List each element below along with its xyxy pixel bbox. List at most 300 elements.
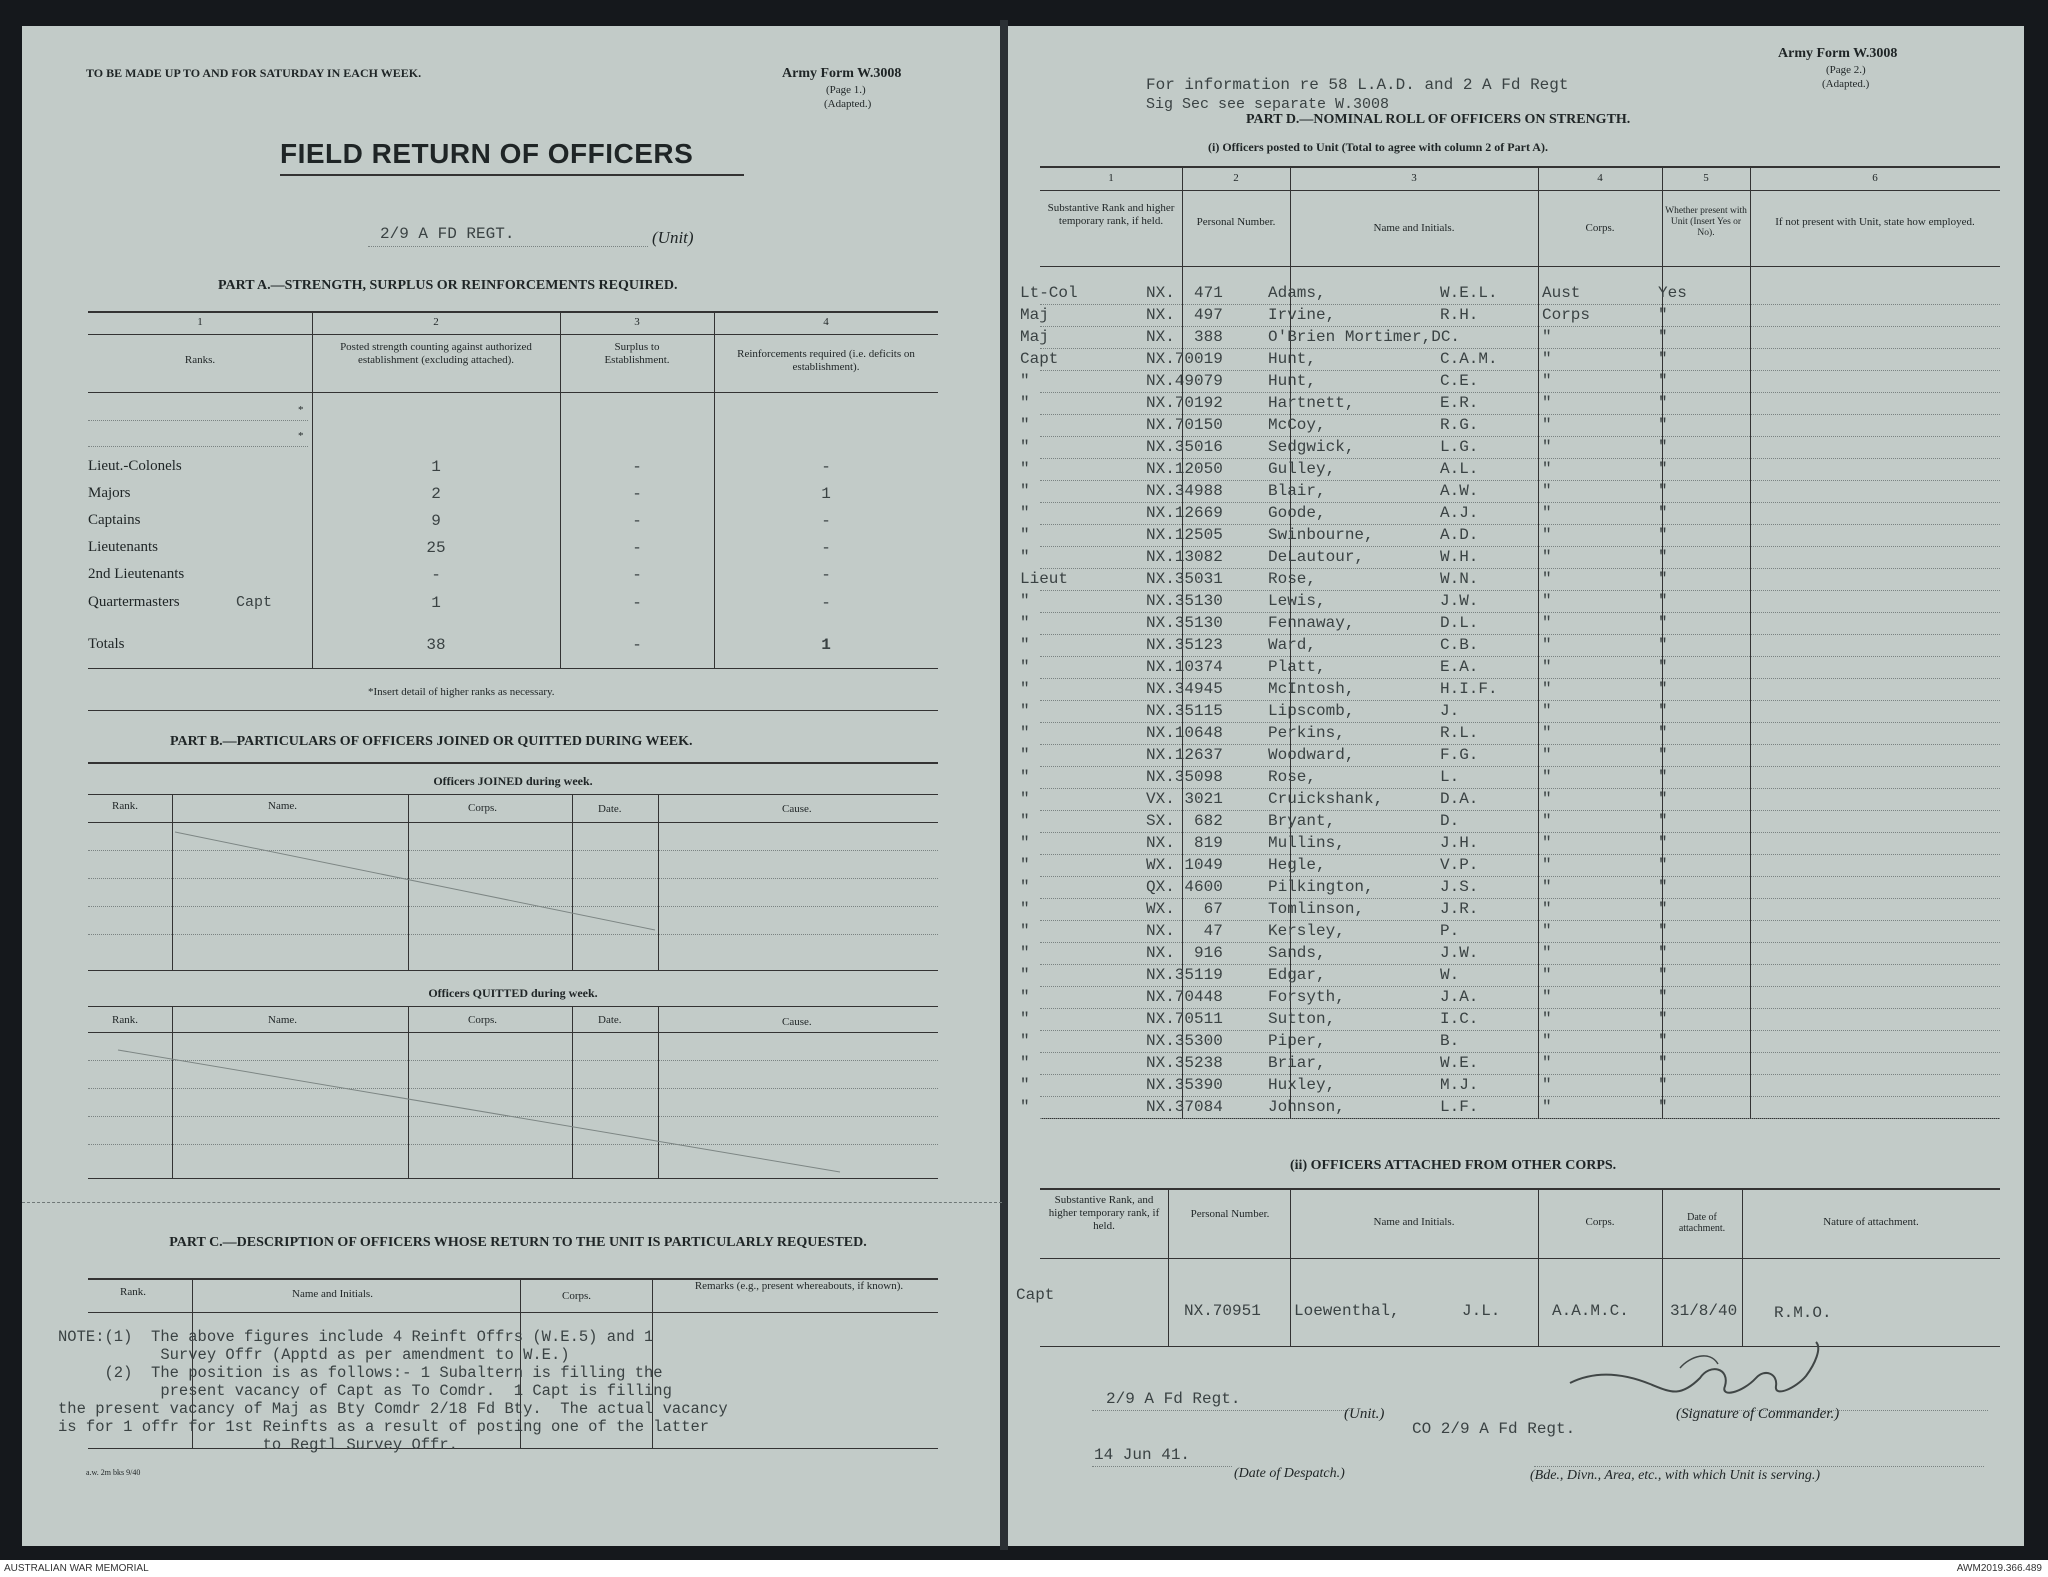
officer-initials: J.S.	[1440, 878, 1479, 896]
posted-value: 25	[426, 539, 446, 557]
officer-initials: A.L.	[1440, 460, 1479, 478]
officer-initials: R.L.	[1440, 724, 1479, 742]
officer-initials: B.	[1440, 1032, 1460, 1050]
officer-rank: "	[1020, 1054, 1030, 1072]
officer-corps: "	[1542, 856, 1552, 874]
note-line: is for 1 offr for 1st Reinfts as a result of posting one of the latter	[58, 1418, 710, 1436]
officer-initials: W.E.L.	[1440, 284, 1498, 302]
rank-label: Lieutenants	[88, 539, 158, 555]
officer-number: NX.12637	[1146, 746, 1223, 764]
officer-present: "	[1658, 790, 1668, 808]
surplus-value: -	[632, 539, 642, 557]
adapted-label-right: (Adapted.)	[1822, 78, 1870, 90]
note-line: (2) The position is as follows:- 1 Subaltern is filling the	[58, 1364, 663, 1382]
officer-name: Rose,	[1268, 768, 1317, 786]
officer-number: NX.12050	[1146, 460, 1223, 478]
officer-name: Sands,	[1268, 944, 1326, 962]
officer-rank: "	[1020, 658, 1030, 676]
footer-right: AWM2019.366.489	[1956, 1563, 2042, 1574]
totals-surplus: -	[632, 636, 642, 654]
strike-lines	[0, 0, 1000, 1200]
sig-unit-label: (Unit.)	[1344, 1406, 1385, 1422]
officer-name: Mullins,	[1268, 834, 1345, 852]
attached-top-rule	[1040, 1188, 2000, 1190]
officer-number: NX. 47	[1146, 922, 1223, 940]
officer-corps: "	[1542, 680, 1552, 698]
totals-posted: 38	[426, 636, 446, 654]
instruction-text: TO BE MADE UP TO AND FOR SATURDAY IN EACH WEEK.	[86, 66, 422, 80]
officer-corps: "	[1542, 504, 1552, 522]
posted-value: -	[431, 566, 441, 584]
col-head-number: Personal Number.	[1196, 216, 1276, 228]
right-page	[1006, 26, 2024, 1546]
joined-col: Corps.	[468, 802, 498, 814]
att-number: NX.70951	[1184, 1302, 1261, 1320]
officer-rank: "	[1020, 482, 1030, 500]
officer-present: Yes	[1658, 284, 1687, 302]
row-dotline	[1040, 502, 2000, 503]
att-head-name: Name and Initials.	[1373, 1216, 1455, 1228]
joined-title: Officers JOINED during week.	[433, 774, 593, 788]
officer-present: "	[1658, 1054, 1668, 1072]
adapted-label: (Adapted.)	[824, 98, 872, 110]
officer-corps: Corps	[1542, 306, 1591, 324]
officer-corps: "	[1542, 922, 1552, 940]
officer-number: NX.13082	[1146, 548, 1223, 566]
note-line: the present vacancy of Maj as Bty Comdr 2/18 Fd Bty. The actual vacancy	[58, 1400, 728, 1418]
officer-number: NX.70511	[1146, 1010, 1223, 1028]
officer-rank: "	[1020, 680, 1030, 698]
col-head-reinf: Reinforcements required (i.e. deficits on establishment).	[737, 348, 915, 373]
part-d-col-div	[1750, 166, 1751, 1118]
officer-name: Johnson,	[1268, 1098, 1345, 1116]
part-c-col: Name and Initials.	[292, 1288, 373, 1300]
officer-present: "	[1658, 724, 1668, 742]
note-line: to Regtl Survey Offr.	[58, 1436, 458, 1454]
officer-name: Platt,	[1268, 658, 1326, 676]
officer-number: NX.12669	[1146, 504, 1223, 522]
rank-label: Captains	[88, 512, 141, 528]
part-d-num-rule	[1040, 190, 2000, 191]
officer-present: "	[1658, 350, 1668, 368]
officer-corps: "	[1542, 812, 1552, 830]
officer-corps: "	[1542, 328, 1552, 346]
officer-number: NX. 497	[1146, 306, 1223, 324]
part-d-col-div	[1538, 166, 1539, 1118]
reinf-value: 1	[821, 485, 831, 503]
quitted-title: Officers QUITTED during week.	[428, 986, 598, 1000]
officer-corps: "	[1542, 768, 1552, 786]
officer-corps: "	[1542, 966, 1552, 984]
part-c-col: Corps.	[562, 1290, 592, 1302]
officer-initials: I.C.	[1440, 1010, 1479, 1028]
officer-name: Edgar,	[1268, 966, 1326, 984]
officer-corps: "	[1542, 790, 1552, 808]
typed-note: For information re 58 L.A.D. and 2 A Fd Regt	[1146, 76, 1569, 94]
officer-rank: "	[1020, 944, 1030, 962]
att-nature: R.M.O.	[1774, 1304, 1832, 1322]
row-dotline	[1040, 348, 2000, 349]
officer-name: Huxley,	[1268, 1076, 1336, 1094]
officer-corps: "	[1542, 1032, 1552, 1050]
officer-rank: "	[1020, 438, 1030, 456]
officer-number: NX.35390	[1146, 1076, 1223, 1094]
officer-corps: "	[1542, 460, 1552, 478]
officer-present: "	[1658, 988, 1668, 1006]
officer-present: "	[1658, 856, 1668, 874]
col-head-name: Name and Initials.	[1373, 222, 1455, 234]
att-corps: A.A.M.C.	[1552, 1302, 1629, 1320]
unit-value: 2/9 A FD REGT.	[380, 225, 515, 243]
officer-number: NX.35031	[1146, 570, 1223, 588]
officer-corps: "	[1542, 900, 1552, 918]
row-dotline	[1040, 810, 2000, 811]
att-initials: J.L.	[1462, 1302, 1501, 1320]
officer-number: NX.35123	[1146, 636, 1223, 654]
officer-number: NX.70448	[1146, 988, 1223, 1006]
officer-name: Irvine,	[1268, 306, 1336, 324]
officer-corps: "	[1542, 394, 1552, 412]
officer-rank: "	[1020, 988, 1030, 1006]
row-dotline	[1040, 788, 2000, 789]
quitted-col: Date.	[598, 1014, 622, 1026]
part-d-head-rule	[1040, 266, 2000, 267]
officer-initials: M.J.	[1440, 1076, 1479, 1094]
officer-corps: "	[1542, 834, 1552, 852]
reinf-value: -	[821, 566, 831, 584]
quitted-col: Name.	[268, 1014, 298, 1026]
col-head-posted: Posted strength counting against authorized establishment (excluding attached).	[340, 341, 532, 366]
print-code: a.w. 2m bks 9/40	[86, 1468, 141, 1477]
part-c-note	[58, 1328, 728, 1454]
row-dotline	[1040, 766, 2000, 767]
officer-rank: "	[1020, 394, 1030, 412]
officer-rank: "	[1020, 724, 1030, 742]
officer-name: Ward,	[1268, 636, 1317, 654]
officer-initials: L.F.	[1440, 1098, 1479, 1116]
officer-present: "	[1658, 614, 1668, 632]
officer-corps: "	[1542, 614, 1552, 632]
attached-head-rule	[1040, 1258, 2000, 1259]
col-head-surplus: Surplus to Establishment.	[604, 341, 670, 366]
totals-reinf: 1	[821, 636, 831, 654]
att-head-number: Personal Number.	[1190, 1208, 1270, 1220]
officer-name: Hegle,	[1268, 856, 1326, 874]
officer-name: Hunt,	[1268, 350, 1317, 368]
part-c-col: Rank.	[120, 1286, 146, 1298]
att-head-date: Date of attachment.	[1678, 1212, 1726, 1234]
row-dotline	[1040, 744, 2000, 745]
officer-rank: "	[1020, 878, 1030, 896]
part-d-subtitle: (i) Officers posted to Unit (Total to agree with column 2 of Part A).	[1208, 140, 1548, 154]
col-num: 4	[823, 316, 829, 328]
officer-initials: J.H.	[1440, 834, 1479, 852]
col-num: 2	[1233, 172, 1239, 184]
officer-corps: "	[1542, 746, 1552, 764]
officer-initials: H.I.F.	[1440, 680, 1498, 698]
officer-rank: "	[1020, 1032, 1030, 1050]
officer-number: NX. 388	[1146, 328, 1223, 346]
row-dotline	[1040, 612, 2000, 613]
row-dotline	[1040, 414, 2000, 415]
part-c-head-rule	[88, 1312, 938, 1313]
joined-col: Name.	[268, 800, 298, 812]
rank-label: Lieut.-Colonels	[88, 458, 182, 474]
officer-initials: P.	[1440, 922, 1460, 940]
despatch-date: 14 Jun 41.	[1094, 1446, 1191, 1464]
rank-label: 2nd Lieutenants	[88, 566, 185, 582]
officer-present: "	[1658, 746, 1668, 764]
officer-initials: J.	[1440, 702, 1460, 720]
officer-rank: Lieut	[1020, 570, 1069, 588]
officer-corps: "	[1542, 702, 1552, 720]
att-head-corps: Corps.	[1585, 1216, 1615, 1228]
officer-rank: "	[1020, 372, 1030, 390]
unit-label: (Unit)	[652, 228, 694, 247]
attached-col-div	[1290, 1188, 1291, 1346]
row-dotline	[1040, 832, 2000, 833]
posted-value: 1	[431, 594, 441, 612]
officer-name: DeLautour,	[1268, 548, 1365, 566]
part-a-title: PART A.—STRENGTH, SURPLUS OR REINFORCEMENTS REQUIRED.	[218, 278, 678, 293]
commander-value: CO 2/9 A Fd Regt.	[1412, 1420, 1576, 1438]
officer-initials: L.	[1440, 768, 1460, 786]
surplus-value: -	[632, 458, 642, 476]
officer-present: "	[1658, 702, 1668, 720]
att-date: 31/8/40	[1670, 1302, 1738, 1320]
totals-label: Totals	[88, 636, 125, 652]
quitted-col: Rank.	[112, 1014, 138, 1026]
surplus-value: -	[632, 594, 642, 612]
row-dotline	[1040, 876, 2000, 877]
officer-present: "	[1658, 438, 1668, 456]
officer-rank: Lt-Col	[1020, 284, 1078, 302]
row-dotline	[1040, 942, 2000, 943]
officer-present: "	[1658, 658, 1668, 676]
row-dotline	[1040, 568, 2000, 569]
officer-present: "	[1658, 812, 1668, 830]
officer-number: NX.35130	[1146, 592, 1223, 610]
row-dotline	[1040, 700, 2000, 701]
officer-rank: "	[1020, 900, 1030, 918]
officer-name: Lewis,	[1268, 592, 1326, 610]
joined-col: Cause.	[782, 803, 812, 815]
officer-initials: J.R.	[1440, 900, 1479, 918]
part-b-title: PART B.—PARTICULARS OF OFFICERS JOINED OR QUITTED DURING WEEK.	[170, 734, 693, 749]
officer-corps: "	[1542, 526, 1552, 544]
officer-corps: "	[1542, 636, 1552, 654]
perforation-line	[22, 1202, 1002, 1203]
officer-name: Woodward,	[1268, 746, 1355, 764]
officer-rank: "	[1020, 636, 1030, 654]
posted-value: 1	[431, 458, 441, 476]
page-title: FIELD RETURN OF OFFICERS	[280, 138, 694, 169]
officer-rank: "	[1020, 1010, 1030, 1028]
officer-name: Sedgwick,	[1268, 438, 1355, 456]
officer-present: "	[1658, 636, 1668, 654]
officer-initials: W.N.	[1440, 570, 1479, 588]
row-dotline	[1040, 920, 2000, 921]
reinf-value: -	[821, 594, 831, 612]
officer-present: "	[1658, 460, 1668, 478]
officer-present: "	[1658, 900, 1668, 918]
officer-corps: "	[1542, 416, 1552, 434]
officer-number: NX.70150	[1146, 416, 1223, 434]
officer-name: Cruickshank,	[1268, 790, 1384, 808]
row-dotline	[1040, 1074, 2000, 1075]
officer-name: Rose,	[1268, 570, 1317, 588]
surplus-value: -	[632, 512, 642, 530]
row-dotline	[1040, 392, 2000, 393]
officer-present: "	[1658, 834, 1668, 852]
officer-present: "	[1658, 680, 1668, 698]
officer-rank: Maj	[1020, 306, 1049, 324]
officer-initials: J.A.	[1440, 988, 1479, 1006]
page-number-right: (Page 2.)	[1826, 64, 1866, 76]
officer-name: Adams,	[1268, 284, 1326, 302]
officer-number: NX.70019	[1146, 350, 1223, 368]
col-head-corps: Corps.	[1585, 222, 1615, 234]
officer-rank: "	[1020, 592, 1030, 610]
row-dotline	[1040, 854, 2000, 855]
rank-label: Quartermasters	[88, 594, 180, 610]
officer-present: "	[1658, 328, 1668, 346]
officer-present: "	[1658, 306, 1668, 324]
row-dotline	[1040, 546, 2000, 547]
row-dotline	[1040, 986, 2000, 987]
officer-initials: R.H.	[1440, 306, 1479, 324]
part-d-title: PART D.—NOMINAL ROLL OF OFFICERS ON STRENGTH.	[1246, 112, 1631, 127]
officer-name: McCoy,	[1268, 416, 1326, 434]
officer-initials: E.A.	[1440, 658, 1479, 676]
officer-corps: "	[1542, 878, 1552, 896]
officer-number: NX. 471	[1146, 284, 1223, 302]
officer-initials: A.D.	[1440, 526, 1479, 544]
officer-corps: Aust	[1542, 284, 1581, 302]
row-dotline	[1040, 436, 2000, 437]
col-head-ranks: Ranks.	[184, 354, 216, 366]
officer-number: NX.34988	[1146, 482, 1223, 500]
officer-corps: "	[1542, 482, 1552, 500]
officer-name: Perkins,	[1268, 724, 1345, 742]
officer-name: Swinbourne,	[1268, 526, 1374, 544]
officer-name: Sutton,	[1268, 1010, 1336, 1028]
officer-corps: "	[1542, 548, 1552, 566]
officer-initials: F.G.	[1440, 746, 1479, 764]
officer-rank: Maj	[1020, 328, 1049, 346]
officer-corps: "	[1542, 570, 1552, 588]
form-number-right: Army Form W.3008	[1778, 46, 1898, 61]
posted-value: 2	[431, 485, 441, 503]
col-head-present: Whether present with Unit (Insert Yes or No).	[1665, 206, 1747, 238]
officer-rank: "	[1020, 834, 1030, 852]
officer-number: NX.35300	[1146, 1032, 1223, 1050]
col-num: 6	[1872, 172, 1878, 184]
officer-name: Piper,	[1268, 1032, 1326, 1050]
officer-present: "	[1658, 966, 1668, 984]
reinf-value: -	[821, 512, 831, 530]
officer-number: NX.35016	[1146, 438, 1223, 456]
officer-initials: C.E.	[1440, 372, 1479, 390]
note-line: NOTE:(1) The above figures include 4 Reinft Offrs (W.E.5) and 1	[58, 1328, 654, 1346]
attached-title: (ii) OFFICERS ATTACHED FROM OTHER CORPS.	[1290, 1158, 1617, 1173]
officer-initials: J.W.	[1440, 944, 1479, 962]
date-line	[1092, 1466, 1232, 1467]
officer-corps: "	[1542, 1098, 1552, 1116]
sig-label: (Signature of Commander.)	[1676, 1406, 1840, 1422]
row-dotline	[1040, 898, 2000, 899]
officer-rank: "	[1020, 922, 1030, 940]
officer-corps: "	[1542, 658, 1552, 676]
officer-name: Hartnett,	[1268, 394, 1355, 412]
officer-rank: "	[1020, 614, 1030, 632]
officer-initials: C.A.M.	[1440, 350, 1498, 368]
officer-initials: L.G.	[1440, 438, 1479, 456]
officer-name: Forsyth,	[1268, 988, 1345, 1006]
officer-name: Gulley,	[1268, 460, 1336, 478]
officer-name: Kersley,	[1268, 922, 1345, 940]
asterisk: *	[298, 430, 304, 442]
officer-name: Goode,	[1268, 504, 1326, 522]
form-number: Army Form W.3008	[782, 66, 902, 81]
attached-bottom-rule	[1040, 1346, 2000, 1347]
officer-number: NX.34945	[1146, 680, 1223, 698]
officer-initials: C.B.	[1440, 636, 1479, 654]
part-c-title: PART C.—DESCRIPTION OF OFFICERS WHOSE RETURN TO THE UNIT IS PARTICULARLY REQUESTED.	[169, 1235, 867, 1250]
row-dotline	[1040, 524, 2000, 525]
officer-number: NX.35130	[1146, 614, 1223, 632]
officer-present: "	[1658, 1032, 1668, 1050]
officer-rank: "	[1020, 790, 1030, 808]
officer-number: SX. 682	[1146, 812, 1223, 830]
officer-initials: A.J.	[1440, 504, 1479, 522]
officer-number: NX.49079	[1146, 372, 1223, 390]
officer-name: Pilkington,	[1268, 878, 1374, 896]
officer-name: Fennaway,	[1268, 614, 1355, 632]
typed-note: Sig Sec see separate W.3008	[1146, 96, 1390, 113]
bde-label: (Bde., Divn., Area, etc., with which Unit is serving.)	[1530, 1468, 1821, 1483]
officer-corps: "	[1542, 438, 1552, 456]
att-name: Loewenthal,	[1294, 1302, 1400, 1320]
attached-col-div	[1662, 1188, 1663, 1346]
row-dotline	[1040, 722, 2000, 723]
row-dotline	[1040, 1030, 2000, 1031]
officer-rank: "	[1020, 1098, 1030, 1116]
col-num: 1	[1108, 172, 1114, 184]
row-dotline	[1040, 370, 2000, 371]
officer-initials: W.H.	[1440, 548, 1479, 566]
officer-name: Tomlinson,	[1268, 900, 1365, 918]
officer-initials: E.R.	[1440, 394, 1479, 412]
officer-number: NX.12505	[1146, 526, 1223, 544]
officer-number: VX. 3021	[1146, 790, 1223, 808]
officer-corps: "	[1542, 592, 1552, 610]
officer-corps: "	[1542, 1076, 1552, 1094]
officer-initials: J.W.	[1440, 592, 1479, 610]
officer-present: "	[1658, 1076, 1668, 1094]
quitted-col: Corps.	[468, 1014, 498, 1026]
officer-number: QX. 4600	[1146, 878, 1223, 896]
row-dotline	[1040, 1052, 2000, 1053]
officer-name: Blair,	[1268, 482, 1326, 500]
officer-rank: "	[1020, 504, 1030, 522]
footer-left: AUSTRALIAN WAR MEMORIAL	[4, 1563, 149, 1574]
row-dotline	[1040, 678, 2000, 679]
officer-rank: "	[1020, 416, 1030, 434]
att-rank: Capt	[1016, 1286, 1055, 1304]
officer-present: "	[1658, 372, 1668, 390]
officer-rank: "	[1020, 746, 1030, 764]
